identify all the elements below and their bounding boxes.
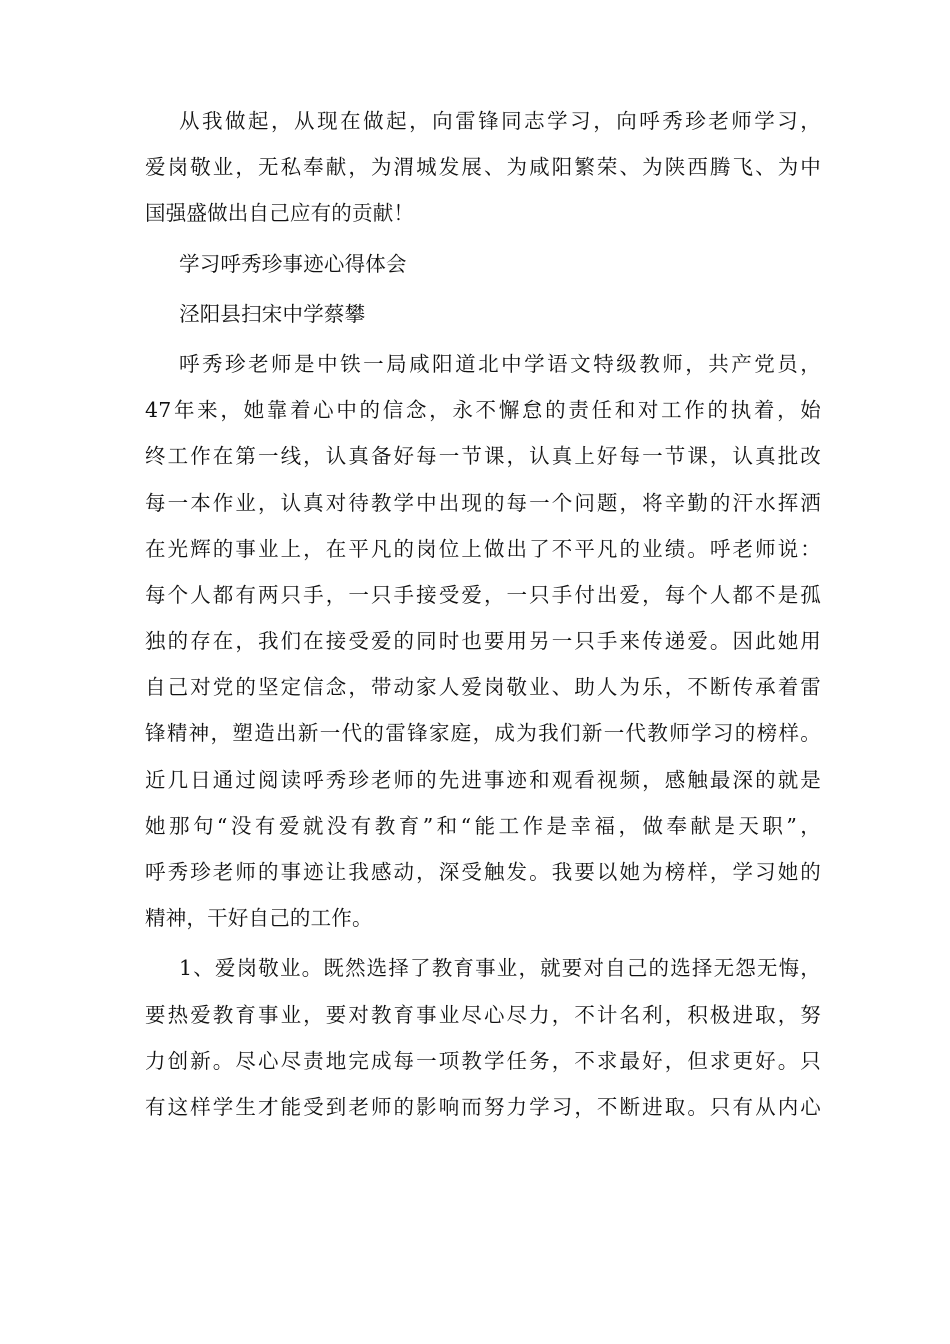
text-line: 要热爱教育事业，要对教育事业尽心尽力，不计名利，积极进取，努	[145, 1002, 821, 1027]
essay-title	[145, 241, 821, 287]
text-line: 呼秀珍老师的事迹让我感动，深受触发。我要以她为榜样，学习她的	[145, 860, 821, 884]
paragraph-point-one	[145, 945, 821, 1130]
text-line: 有这样学生才能受到老师的影响而努力学习，不断进取。只有从内心	[145, 1094, 821, 1119]
author-line	[145, 291, 821, 337]
paragraph-intro-closing	[145, 98, 821, 237]
document-body	[145, 98, 821, 1130]
text-line: 每个人都有两只手，一只手接受爱，一只手付出爱，每个人都不是孤	[145, 582, 821, 607]
text-line: 近几日通过阅读呼秀珍老师的先进事迹和观看视频，感触最深的就是	[145, 767, 821, 792]
text-line: 国强盛做出自己应有的贡献！	[145, 201, 415, 226]
title-line: 学习呼秀珍事迹心得体会	[179, 251, 407, 276]
text-line: 终工作在第一线，认真备好每一节课，认真上好每一节课，认真批改	[145, 444, 821, 469]
text-line: 爱岗敬业，无私奉献，为渭城发展、为咸阳繁荣、为陕西腾飞、为中	[145, 155, 821, 180]
text-line: 精神，干好自己的工作。	[145, 906, 373, 931]
text-line: 47年来，她靠着心中的信念，永不懈怠的责任和对工作的执着，始	[145, 398, 821, 423]
text-line: 自己对党的坚定信念，带动家人爱岗敬业、助人为乐，不断传承着雷	[145, 675, 821, 700]
text-line: 力创新。尽心尽责地完成每一项教学任务，不求最好，但求更好。只	[145, 1048, 821, 1073]
author-text: 泾阳县扫宋中学蔡攀	[179, 301, 366, 326]
text-line: 独的存在，我们在接受爱的同时也要用另一只手来传递爱。因此她用	[145, 629, 821, 654]
text-line: 1、爱岗敬业。既然选择了教育事业，就要对自己的选择无怨无悔，	[179, 956, 821, 981]
text-line: 锋精神，塑造出新一代的雷锋家庭，成为我们新一代教师学习的榜样。	[145, 721, 821, 746]
text-line: 每一本作业，认真对待教学中出现的每一个问题，将辛勤的汗水挥洒	[145, 490, 821, 515]
text-line: 她那句“没有爱就没有教育”和“能工作是幸福，做奉献是天职”，	[145, 813, 821, 838]
text-line: 从我做起，从现在做起，向雷锋同志学习，向呼秀珍老师学习，	[179, 109, 821, 133]
text-line: 在光辉的事业上，在平凡的岗位上做出了不平凡的业绩。呼老师说：	[145, 536, 821, 561]
text-line: 呼秀珍老师是中铁一局咸阳道北中学语文特级教师，共产党员，	[179, 351, 821, 376]
paragraph-main	[145, 341, 821, 941]
